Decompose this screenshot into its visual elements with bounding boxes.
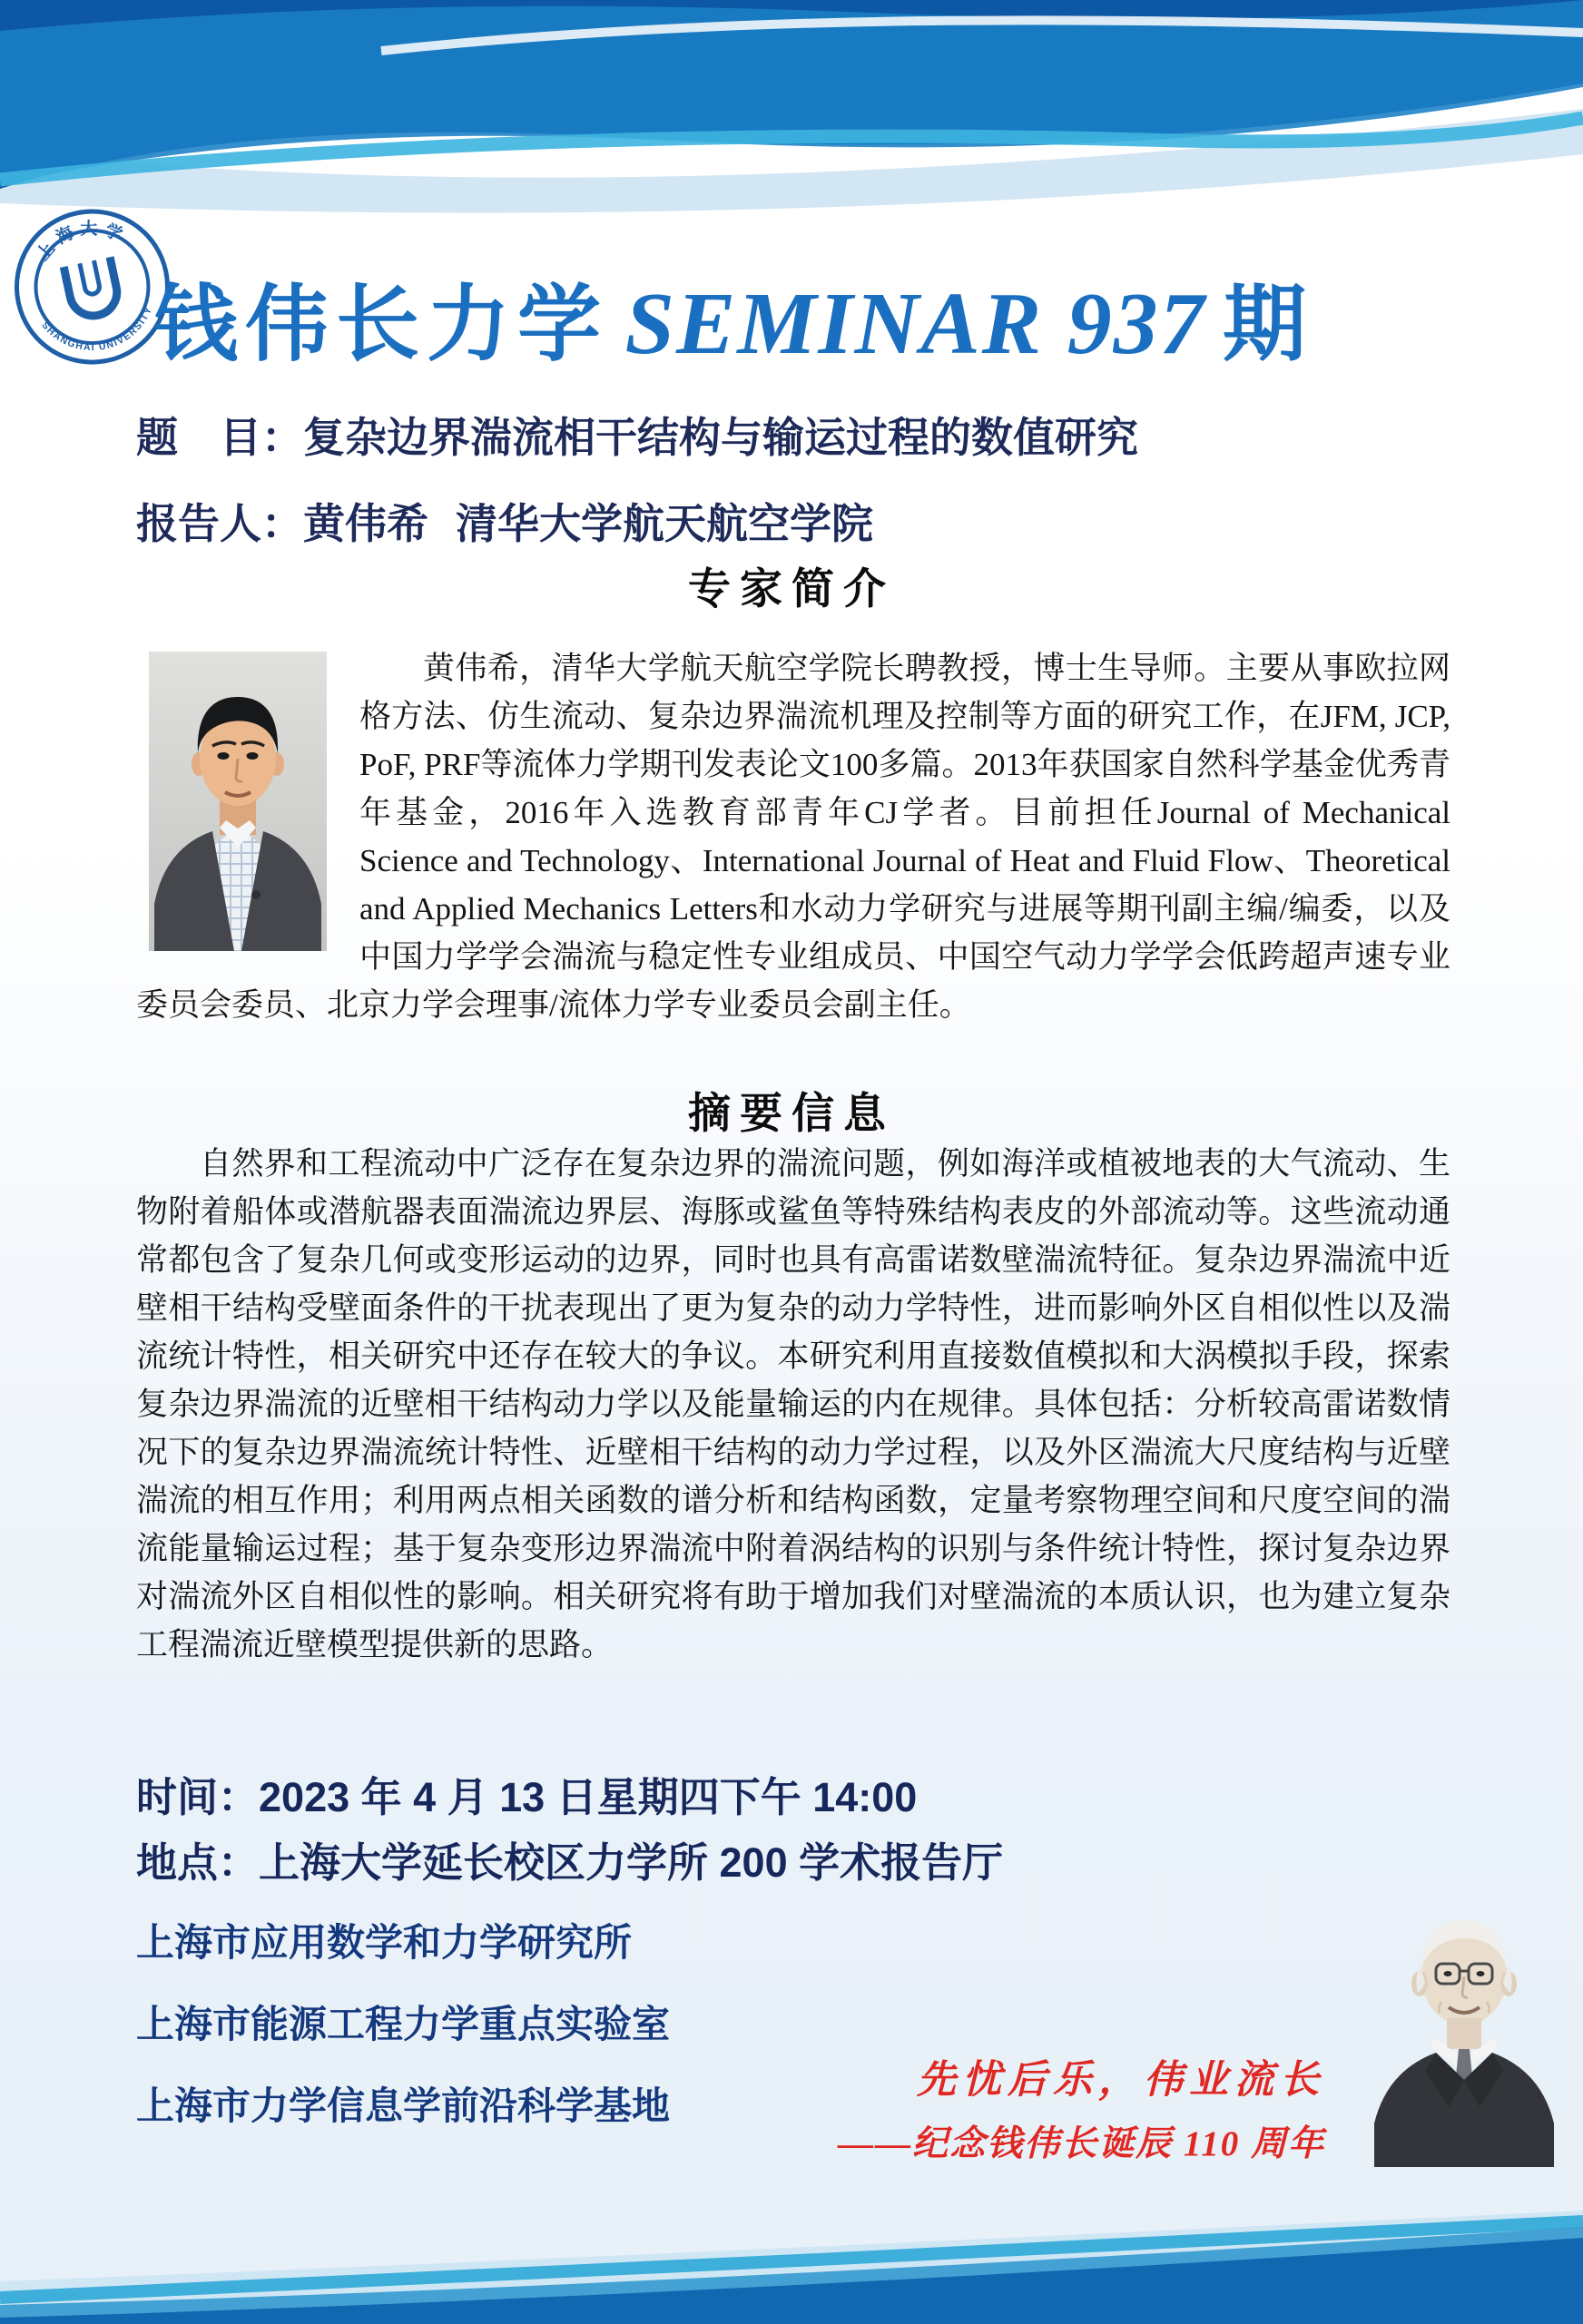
seminar-title-suffix: 期 [1223,276,1314,373]
speaker-line [136,491,873,551]
organizer-line-1: 上海市应用数学和力学研究所 [136,1921,633,1964]
commemoration-line1: 先忧后乐，伟业流长 [917,2059,1325,2102]
logo-en-text: SHANGHAI UNIVERSITY [39,304,155,354]
seminar-title-cn: 钱伟长力学 [154,276,609,373]
commemoration-line2: ——纪念钱伟长诞辰 110 周年 [838,2124,1325,2163]
time-label: 时间： [136,1774,260,1820]
seminar-title [154,258,1313,378]
abstract-text: 自然界和工程流动中广泛存在复杂边界的湍流问题，例如海洋或植被地表的大气流动、生物附着船体或潜航器表面湍流边界层、海豚或鲨鱼等特殊结构表皮的外部流动等。这些流动通常都包含了复杂几何或变形运动的边界，同时也具有高雷诺数壁湍流特征。复杂边界湍流中近壁相干结构受壁面条件的干扰表现出了更为复杂的动力学特性，进而影响外区自相似性以及湍流统计特性，相关研究中还存在较大的争议。本研究利用直接数值模拟和大涡模拟手段，探索复杂边界湍流的近壁相干结构动力学以及能量输运的内在规律。具体包括：分析较高雷诺数情况下的复杂边界湍流统计特性、近壁相干结构的动力学过程，以及外区湍流大尺度结构与近壁湍流的相互作用；利用两点相关函数的谱分析和结构函数，定量考察物理空间和尺度空间的湍流能量输运过程；基于复杂变形边界湍流中附着涡结构的识别与条件统计特性，探讨复杂边界对湍流外区自相似性的影响。相关研究将有助于增加我们对壁湍流的本质认识，也为建立复杂工程湍流近壁模型提供新的思路。 [136,1146,1450,1662]
speaker-affiliation: 清华大学航天航空学院 [456,500,873,547]
bio-section-heading: 专家简介 [688,566,895,613]
organizer-line-3: 上海市力学信息学前沿科学基地 [136,2084,671,2127]
speaker-photo [149,652,327,951]
commemoration-block [838,2049,1325,2166]
qian-weichang-photo [1347,1893,1581,2167]
organizer-line-2: 上海市能源工程力学重点实验室 [136,2003,671,2045]
qian-weichang-portrait [1374,1920,1554,2167]
venue-line [136,1829,1003,1888]
venue-value: 上海大学延长校区力学所 200 学术报告厅 [259,1839,1004,1886]
time-line [136,1764,917,1823]
speaker-name: 黄伟希 [303,500,428,547]
topic-line [136,405,1138,465]
seminar-title-en: SEMINAR 937 [624,275,1206,373]
bio-text: 黄伟希，清华大学航天航空学院长聘教授，博士生导师。主要从事欧拉网格方法、仿生流动、复杂边界湍流机理及控制等方面的研究工作，在JFM, JCP, PoF, PRF等流体力学期刊发表论文100多篇。2013年获国家自然科学基金优秀青年基金，2016年入选教育部青年CJ学者。目前担任Journal of Mechanical Science and Technology、International Journal of Heat and Fluid Flow、Theoretical and Applied Mechanics Letters和水动力学研究与进展等期刊副主编/编委，以及中国力学学会湍流与稳定性专业组成员、中国空气动力学学会低跨超声速专业委员会委员、北京力学会理事/流体力学专业委员会副主任。 [136,651,1450,1023]
abstract-section-heading: 摘要信息 [688,1091,895,1138]
topic-label: 题 目： [136,414,303,461]
venue-label: 地点： [136,1839,260,1886]
topic-value: 复杂边界湍流相干结构与输运过程的数值研究 [303,414,1138,461]
logo-cn-text: 上海大学 [33,219,131,265]
speaker-label: 报告人： [136,500,303,547]
top-wave-banner [0,0,1583,229]
bottom-wave-banner [0,2211,1583,2324]
time-value: 2023 年 4 月 13 日星期四下午 14:00 [259,1774,918,1820]
bio-block [136,644,1450,1029]
